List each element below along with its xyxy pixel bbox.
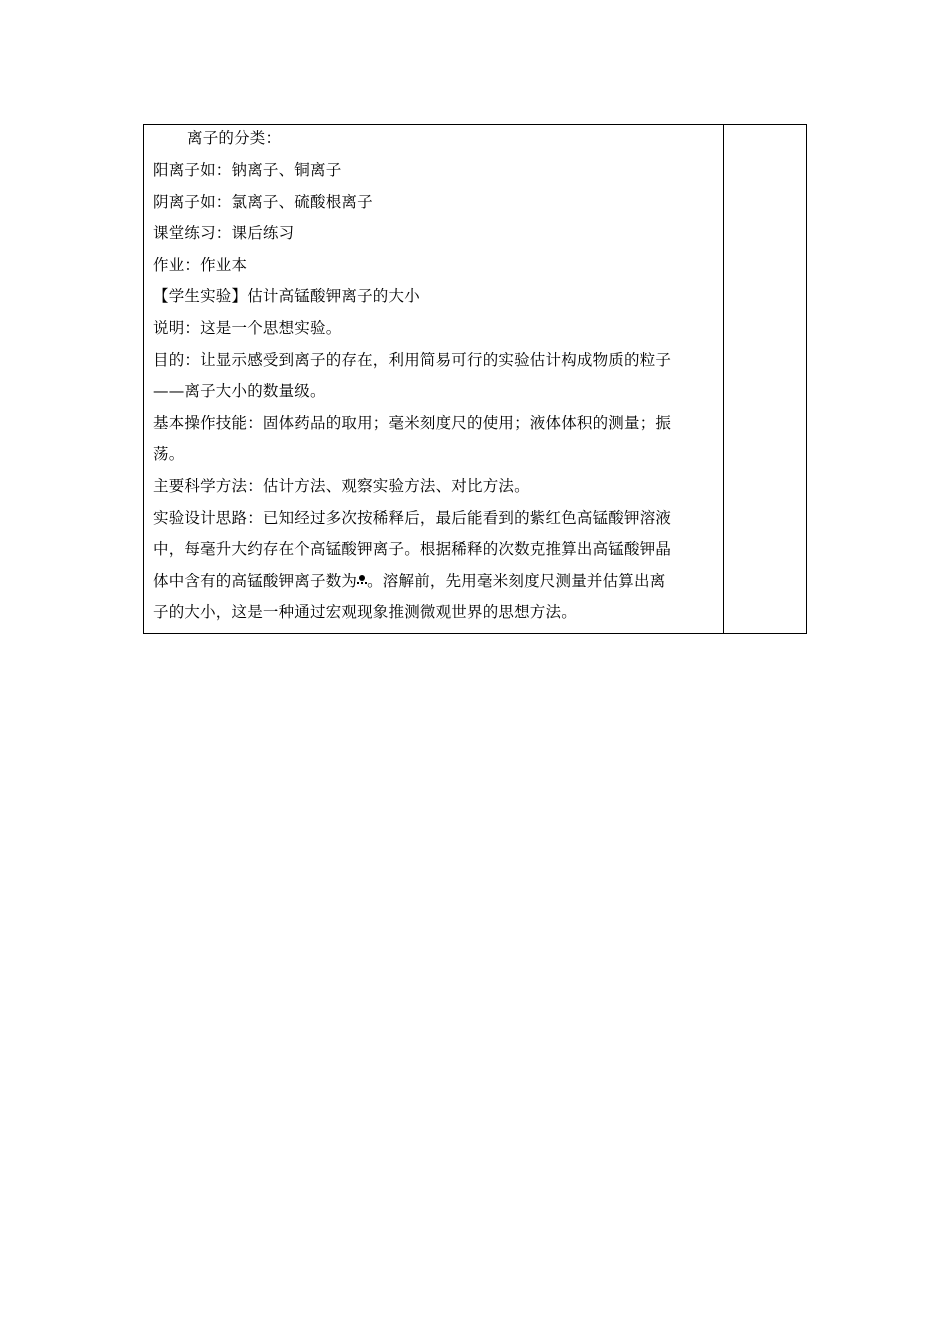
- text-line-student-experiment: 【学生实验】估计高锰酸钾离子的大小: [153, 287, 420, 306]
- text-line-design-idea: 实验设计思路：已知经过多次按稀释后，最后能看到的紫红色高锰酸钾溶液: [153, 508, 672, 527]
- text-line-basic-skills-cont: 荡。: [153, 445, 185, 464]
- text-segment-before-formula: 体中含有的高锰酸钾离子数为: [153, 571, 358, 590]
- text-line-design-idea-cont2: [153, 566, 711, 598]
- text-line-cations: 阳离子如：钠离子、铜离子: [153, 161, 342, 179]
- text-segment-after-formula: 。溶解前，先用毫米刻度尺测量并估算出离: [367, 571, 666, 590]
- text-line-scientific-methods: 主要科学方法：估计方法、观察实验方法、对比方法。: [153, 476, 530, 495]
- lesson-table: [143, 124, 807, 634]
- text-line-purpose: 目的：让显示感受到离子的存在，利用简易可行的实验估计构成物质的粒子: [153, 350, 672, 369]
- formula-image-icon: [357, 575, 367, 587]
- text-line-purpose-cont: ——离子大小的数量级。: [153, 382, 326, 401]
- text-line-explanation: 说明：这是一个思想实验。: [153, 318, 342, 337]
- content-cell: [144, 125, 724, 633]
- text-line-classroom-exercise: 课堂练习：课后练习: [153, 224, 295, 243]
- text-line-design-idea-cont3: 子的大小，这是一种通过宏观现象推测微观世界的思想方法。: [153, 603, 577, 622]
- text-line-basic-skills: 基本操作技能：固体药品的取用；毫米刻度尺的使用；液体体积的测量；振: [153, 413, 672, 432]
- text-line-ion-classification: 离子的分类：: [187, 129, 282, 147]
- text-line-anions: 阴离子如：氯离子、硫酸根离子: [153, 192, 373, 211]
- text-line-homework: 作业：作业本: [153, 255, 248, 274]
- text-line-design-idea-cont1: 中，每毫升大约存在个高锰酸钾离子。根据稀释的次数克推算出高锰酸钾晶: [153, 540, 672, 559]
- notes-cell: [724, 125, 806, 633]
